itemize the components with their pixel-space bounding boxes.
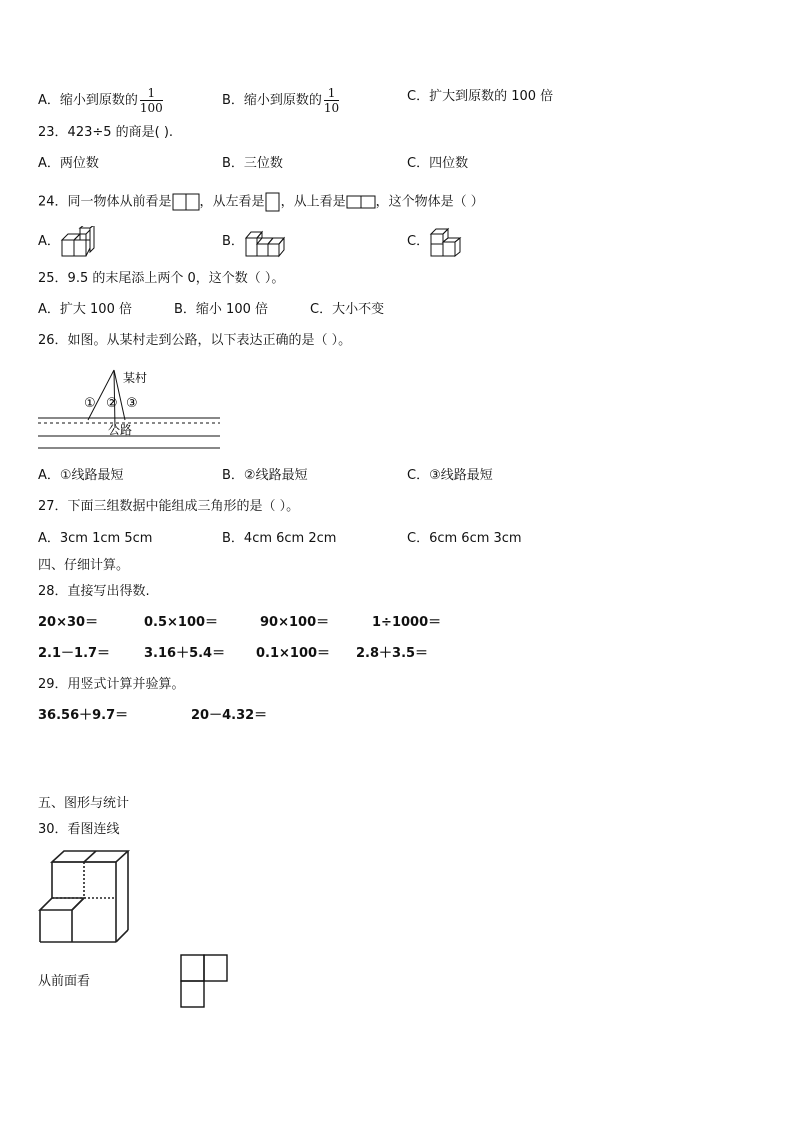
q27-option-c: C．6cm 6cm 3cm — [407, 531, 522, 546]
q28-row2-item1: 2.1－1.7＝ — [38, 646, 111, 661]
q24-option-c-label: C． — [407, 234, 430, 249]
q25-option-a: A．扩大 100 倍 — [38, 302, 132, 317]
route-1-marker: ① — [84, 396, 96, 411]
q24-stem — [38, 191, 484, 213]
q23-option-a: A．两位数 — [38, 156, 99, 171]
fraction-denominator: 100 — [139, 101, 163, 115]
q24-stem-part4: ，这个物体是（ ） — [375, 194, 484, 210]
q25-option-c: C．大小不变 — [310, 302, 385, 317]
q25-option-b: B．缩小 100 倍 — [174, 302, 268, 317]
q24-option-b-label: B． — [222, 234, 244, 249]
q22-option-b — [222, 86, 339, 115]
q28-row1-item3: 90×100＝ — [260, 615, 330, 630]
q28-row1-item1: 20×30＝ — [38, 615, 99, 630]
q29-stem: 29．用竖式计算并验算。 — [38, 677, 185, 692]
q28-row2-item3: 0.1×100＝ — [256, 646, 331, 661]
fraction-1-10 — [324, 86, 339, 115]
road-label: 公路 — [108, 423, 133, 437]
q22-option-a-text: A．缩小到原数的 — [38, 93, 138, 108]
q30-front-view-shape — [179, 953, 231, 1009]
q30-front-view-label: 从前面看 — [38, 974, 91, 989]
q27-stem: 27．下面三组数据中能组成三角形的是（ ）。 — [38, 499, 300, 514]
q30-cubes-figure — [38, 848, 132, 946]
section-5-heading: 五、图形与统计 — [38, 796, 130, 811]
q28-row2-item2: 3.16＋5.4＝ — [144, 646, 226, 661]
q22-option-c: C．扩大到原数的 100 倍 — [407, 89, 554, 104]
q28-row1-item2: 0.5×100＝ — [144, 615, 219, 630]
q24-option-a-cubes-icon — [60, 226, 100, 258]
q24-option-b — [222, 233, 244, 251]
q26-option-b: B．②线路最短 — [222, 468, 308, 483]
q25-stem: 25．9.5 的末尾添上两个 0，这个数（ ）。 — [38, 271, 285, 286]
left-view-one-square-icon — [265, 191, 281, 213]
fraction-1-100 — [140, 86, 163, 115]
front-view-two-squares-icon — [172, 192, 200, 212]
fraction-denominator: 10 — [323, 101, 340, 115]
q22-option-b-text: B．缩小到原数的 — [222, 93, 322, 108]
fraction-numerator: 1 — [324, 86, 339, 101]
q27-option-a: A．3cm 1cm 5cm — [38, 531, 153, 546]
q27-option-b: B．4cm 6cm 2cm — [222, 531, 337, 546]
q29-item1: 36.56＋9.7＝ — [38, 708, 129, 723]
q24-stem-part3: ，从上看是 — [280, 194, 346, 210]
q24-option-a-label: A． — [38, 234, 60, 249]
q24-stem-part2: ，从左看是 — [199, 194, 265, 210]
q28-stem: 28．直接写出得数. — [38, 584, 150, 599]
q26-option-c: C．③线路最短 — [407, 468, 493, 483]
q23-option-c: C．四位数 — [407, 156, 469, 171]
route-3-marker: ③ — [126, 396, 138, 411]
q29-item2: 20－4.32＝ — [191, 708, 268, 723]
q24-option-c — [407, 233, 429, 251]
q24-option-b-cubes-icon — [244, 226, 290, 258]
village-label: 某村 — [123, 371, 148, 385]
q30-stem: 30．看图连线 — [38, 822, 120, 837]
fraction-numerator: 1 — [140, 86, 163, 101]
q26-stem: 26．如图。从某村走到公路，以下表达正确的是（ ）。 — [38, 333, 352, 348]
q28-row2-item4: 2.8＋3.5＝ — [356, 646, 429, 661]
q28-row1-item4: 1÷1000＝ — [372, 615, 442, 630]
q24-option-a — [38, 233, 60, 251]
q22-option-a — [38, 86, 163, 115]
route-2-marker: ② — [106, 396, 118, 411]
q24-stem-part1: 24．同一物体从前看是 — [38, 194, 172, 210]
section-4-heading: 四、仔细计算。 — [38, 558, 130, 573]
q23-option-b: B．三位数 — [222, 156, 283, 171]
q26-option-a: A．①线路最短 — [38, 468, 124, 483]
q24-option-c-cubes-icon — [429, 226, 469, 258]
q23-stem: 23．423÷5 的商是( ). — [38, 125, 174, 140]
top-view-two-squares-icon — [346, 193, 376, 211]
village-road-diagram — [38, 364, 222, 454]
